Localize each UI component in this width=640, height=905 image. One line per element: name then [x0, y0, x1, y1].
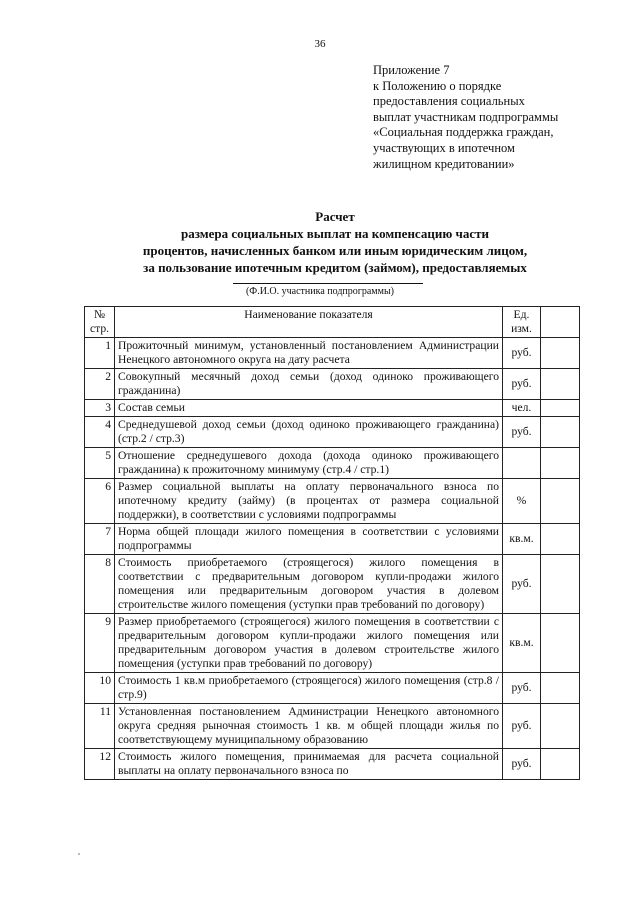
- unit-of-measure: [503, 448, 541, 479]
- appendix-line: жилищном кредитовании»: [373, 156, 515, 171]
- table-row: [85, 704, 580, 749]
- table-row: [85, 400, 580, 417]
- unit-of-measure: руб.: [503, 417, 541, 448]
- value-cell: [541, 417, 580, 448]
- indicator-name: Совокупный месячный доход семьи (доход одиноко проживающего гражданина): [115, 369, 503, 400]
- title-line: процентов, начисленных банком или иным юридическим лицом,: [142, 243, 528, 258]
- row-number: 8: [85, 555, 115, 614]
- value-cell: [541, 524, 580, 555]
- table-header-row: [85, 307, 580, 338]
- scan-artifact: [78, 853, 80, 855]
- appendix-line: предоставления социальных: [373, 94, 525, 109]
- row-number: 10: [85, 673, 115, 704]
- unit-of-measure: руб.: [503, 704, 541, 749]
- row-number: 5: [85, 448, 115, 479]
- value-cell: [541, 704, 580, 749]
- unit-of-measure: %: [503, 479, 541, 524]
- indicator-name: Установленная постановлением Администрации Ненецкого автономного округа средняя рыночная стоимость 1 кв. м общей площади жилья по соответствующему муниципальному образованию: [115, 704, 503, 749]
- value-cell: [541, 555, 580, 614]
- table-row: [85, 614, 580, 673]
- fio-signature-line: [233, 283, 423, 284]
- value-cell: [541, 673, 580, 704]
- row-number: 6: [85, 479, 115, 524]
- appendix-line: выплат участникам подпрограммы: [373, 109, 559, 124]
- row-number: 2: [85, 369, 115, 400]
- table-row: [85, 524, 580, 555]
- appendix-line: к Положению о порядке: [373, 78, 502, 93]
- indicator-name: Прожиточный минимум, установленный постановлением Администрации Ненецкого автономного округа на дату расчета: [115, 338, 503, 369]
- row-number: 3: [85, 400, 115, 417]
- value-cell: [541, 479, 580, 524]
- document-title: [50, 208, 620, 276]
- row-number: 1: [85, 338, 115, 369]
- table-row: [85, 555, 580, 614]
- indicator-name: Среднедушевой доход семьи (доход одиноко проживающего гражданина) (стр.2 / стр.3): [115, 417, 503, 448]
- title-line: размера социальных выплат на компенсацию части: [180, 226, 490, 241]
- unit-of-measure: кв.м.: [503, 524, 541, 555]
- unit-of-measure: руб.: [503, 369, 541, 400]
- table-row: [85, 338, 580, 369]
- row-number: 11: [85, 704, 115, 749]
- unit-of-measure: кв.м.: [503, 614, 541, 673]
- title-heading: Расчет: [315, 209, 355, 224]
- value-cell: [541, 338, 580, 369]
- calculation-table: [84, 306, 580, 780]
- value-cell: [541, 400, 580, 417]
- unit-of-measure: руб.: [503, 749, 541, 780]
- appendix-line: участвующих в ипотечном: [373, 140, 515, 155]
- row-number: 7: [85, 524, 115, 555]
- appendix-line: «Социальная поддержка граждан,: [373, 125, 554, 140]
- value-cell: [541, 369, 580, 400]
- page-number: 36: [314, 38, 326, 50]
- header-indicator-name: Наименование показателя: [115, 307, 503, 338]
- value-cell: [541, 749, 580, 780]
- table-row: [85, 448, 580, 479]
- header-row-number: № стр.: [85, 307, 115, 338]
- table-row: [85, 369, 580, 400]
- value-cell: [541, 448, 580, 479]
- table-row: [85, 417, 580, 448]
- header-value-cell: [541, 307, 580, 338]
- appendix-line: Приложение 7: [373, 63, 450, 77]
- table-row: [85, 673, 580, 704]
- table-row: [85, 479, 580, 524]
- unit-of-measure: руб.: [503, 338, 541, 369]
- indicator-name: Норма общей площади жилого помещения в соответствии с условиями подпрограммы: [115, 524, 503, 555]
- indicator-name: Стоимость приобретаемого (строящегося) жилого помещения в соответствии с предварительным договором купли-продажи жилого помещения или предварительным договором участия в долевом строительстве жилого помещения (уступки прав требований по договору): [115, 555, 503, 614]
- unit-of-measure: руб.: [503, 673, 541, 704]
- table-row: [85, 749, 580, 780]
- value-cell: [541, 614, 580, 673]
- indicator-name: Отношение среднедушевого дохода (дохода одиноко проживающего гражданина) к прожиточному минимуму (стр.4 / стр.1): [115, 448, 503, 479]
- title-line: за пользование ипотечным кредитом (займом), предоставляемых: [143, 260, 527, 275]
- row-number: 9: [85, 614, 115, 673]
- row-number: 12: [85, 749, 115, 780]
- indicator-name: Размер социальной выплаты на оплату первоначального взноса по ипотечному кредиту (займу) (в процентах от размера социальной поддержки), в соответствии с условиями подпрограммы: [115, 479, 503, 524]
- unit-of-measure: чел.: [503, 400, 541, 417]
- table-body: [85, 338, 580, 780]
- header-unit: Ед. изм.: [503, 307, 541, 338]
- unit-of-measure: руб.: [503, 555, 541, 614]
- indicator-name: Состав семьи: [115, 400, 503, 417]
- indicator-name: Размер приобретаемого (строящегося) жилого помещения в соответствии с предварительным договором купли-продажи жилого помещения или предварительным договором участия в долевом строительстве жилого помещения (уступки прав требований по договору): [115, 614, 503, 673]
- appendix-reference: [373, 63, 623, 172]
- indicator-name: Стоимость 1 кв.м приобретаемого (строящегося) жилого помещения (стр.8 / стр.9): [115, 673, 503, 704]
- row-number: 4: [85, 417, 115, 448]
- fio-caption: (Ф.И.О. участника подпрограммы): [245, 286, 395, 297]
- indicator-name: Стоимость жилого помещения, принимаемая для расчета социальной выплаты на оплату первоначального взноса по: [115, 749, 503, 780]
